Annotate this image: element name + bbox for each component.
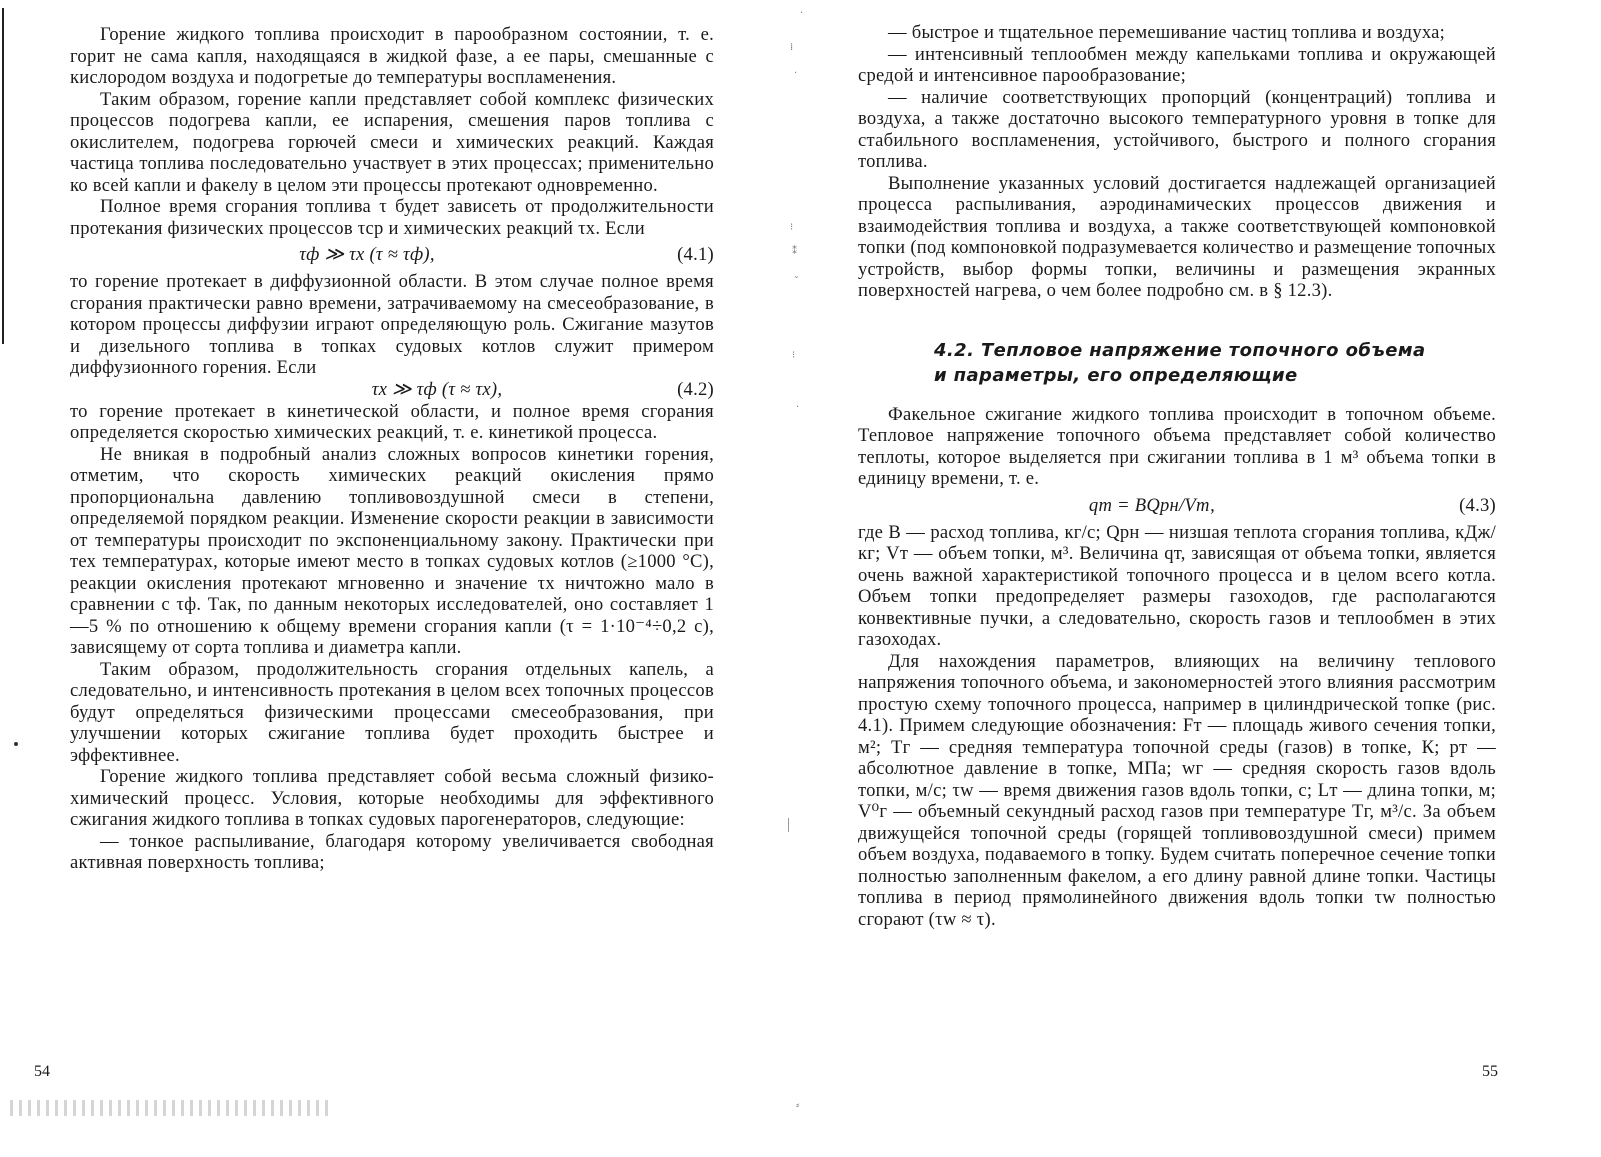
paragraph: — наличие соответствующих пропорций (концентраций) топлива и воздуха, а также достаточно высокого температурного уровня в топке для стабильного воспламенения, устойчивого, быстрого и полного сгорания топлива. [858,86,1496,172]
scan-speck: ⁞ [790,42,794,53]
paragraph: — интенсивный теплообмен между капельками топлива и окружающей средой и интенсивное парообразование; [858,43,1496,86]
equation-expression: τф ≫ τх (τ ≈ τф), [299,244,435,266]
equation-4-1 [70,240,714,270]
equation-expression: qт = BQрн/Vт, [1088,494,1216,516]
scan-noise [10,1100,330,1116]
paragraph: Факельное сжигание жидкого топлива происходит в топочном объеме. Тепловое напряжение топочного объема представляет собой количество теплоты, которое выделяется при сжигании топлива в 1 м³ объема топки в единицу времени, т. е. [858,403,1496,489]
equation-number: (4.1) [677,244,714,266]
right-page [800,0,1601,1157]
scan-speck: ˇ [794,276,799,287]
scan-speck: ⁝ [792,350,796,361]
paragraph: Горение жидкого топлива происходит в парообразном состоянии, т. е. горит не сама капля, находящаяся в жидкой фазе, а ее пары, смешанные с кислородом воздуха и подогретые до температуры воспламенения. [70,24,714,88]
scan-speck [788,818,789,832]
paragraph: Выполнение указанных условий достигается надлежащей организацией процесса распыливания, аэродинамических процессов движения и взаимодействия топлива и воздуха, а также соответствующей компоновкой топки (под компоновкой подразумевается количество и размещение топочных устройств, выбор формы топки, величины и размещения экранных поверхностей нагрева, о чем более подробно см. в § 12.3). [858,172,1496,301]
right-text-column [858,22,1496,930]
page-number-right: 55 [1482,1063,1498,1080]
section-heading [934,338,1496,388]
paragraph: где B — расход топлива, кг/с; Qрн — низшая теплота сгорания топлива, кДж/кг; Vт — объем топки, м³. Величина qт, зависящая от объема топки, является очень важной характеристикой топочного процесса и в целом всего котла. Объем топки предопределяет размеры газоходов, где располагаются конвективные пучки, а следовательно, скорость газов и теплообмен в этих газоходах. [858,521,1496,650]
paragraph: Не вникая в подробный анализ сложных вопросов кинетики горения, отметим, что скорость химических реакций окисления прямо пропорциональна давлению топливовоздушной смеси в степени, определяемой порядком реакции. Изменение скорости реакции в зависимости от температуры происходит по экспоненциальному закону. Практически при тех температурах, которые имеют место в топках судовых котлов (≥1000 °С), реакции окисления протекают мгновенно и значение τх ничтожно мало в сравнении с τф. Так, по данным некоторых исследователей, оно составляет 1—5 % по отношению к общему времени сгорания капли (τ = 1·10⁻⁴÷0,2 с), зависящему от сорта топлива и диаметра капли. [70,443,714,658]
paragraph: Таким образом, продолжительность сгорания отдельных капель, а следовательно, и интенсивность протекания в целом всех топочных процессов будут определяться физическими процессами смесеобразования, при улучшении которых сжигание топлива будет проходить быстрее и эффективнее. [70,658,714,766]
scan-speck: ⸗ [796,1100,800,1111]
scan-speck: · [796,402,800,413]
scan-speck: · [800,8,804,19]
scan-speck: ⁑ [792,246,797,257]
equation-expression: τх ≫ τф (τ ≈ τх), [371,378,503,400]
paragraph: Полное время сгорания топлива τ будет зависеть от продолжительности протекания физических процессов τср и химических реакций τх. Если [70,196,714,239]
paragraph: — тонкое распыливание, благодаря которому увеличивается свободная активная поверхность топлива; [70,830,714,873]
left-page [0,0,800,1157]
left-text-column [70,24,714,874]
equation-4-3 [858,491,1496,521]
page-number-left: 54 [34,1063,50,1080]
paragraph: то горение протекает в диффузионной области. В этом случае полное время сгорания практически равно времени, затрачиваемому на смесеобразование, в котором процессы диффузии играют определяющую роль. Сжигание мазутов и дизельного топлива в топках судовых котлов служит примером диффузионного горения. Если [70,271,714,378]
equation-4-2 [70,379,714,401]
section-heading-line: 4.2. Тепловое напряжение топочного объема [934,339,1426,361]
equation-number: (4.3) [1459,494,1496,516]
scan-speck: ⁝ [790,222,794,233]
paragraph: Горение жидкого топлива представляет собой весьма сложный физико-химический процесс. Условия, которые необходимы для эффективного сжигания жидкого топлива в топках судовых парогенераторов, следующие: [70,766,714,830]
section-heading-line: и параметры, его определяющие [934,364,1298,386]
paragraph: то горение протекает в кинетической области, и полное время сгорания определяется скоростью химических реакций, т. е. кинетикой процесса. [70,400,714,443]
paragraph: — быстрое и тщательное перемешивание частиц топлива и воздуха; [888,22,1446,43]
paragraph: Для нахождения параметров, влияющих на величину теплового напряжения топочного объема, и закономерностей этого влияния рассмотрим простую схему топочного процесса, например в цилиндрической топке (рис. 4.1). Примем следующие обозначения: Fт — площадь живого сечения топки, м²; Tг — средняя температура топочной среды (газов) в топке, К; pт — абсолютное давление в топке, МПа; wг — средняя скорость газов вдоль топки, м/с; τw — время движения газов вдоль топки, с; Lт — длина топки, м; V⁰г — объемный секундный расход газов при температуре Tг, м³/с. За объем движущейся топочной среды (горящей топливовоздушной смеси) примем объем воздуха, подаваемого в топку. Будем считать поперечное сечение топки полностью заполненным факелом, а его длину равной длине топки. Частицы топлива в период прямолинейного движения вдоль топки τw полностью сгорают (τw ≈ τ). [858,650,1496,930]
scan-speck [14,742,18,746]
equation-number: (4.2) [677,378,714,400]
scan-speck: · [794,68,798,79]
paragraph: Таким образом, горение капли представляет собой комплекс физических процессов подогрева капли, ее испарения, смешения паров топлива с окислителем, подогрева горючей смеси и химических реакций. Каждая частица топлива последовательно участвует в этих процессах; применительно ко всей капли и факелу в целом эти процессы протекают одновременно. [70,88,714,196]
binding-shadow-line [2,8,4,344]
